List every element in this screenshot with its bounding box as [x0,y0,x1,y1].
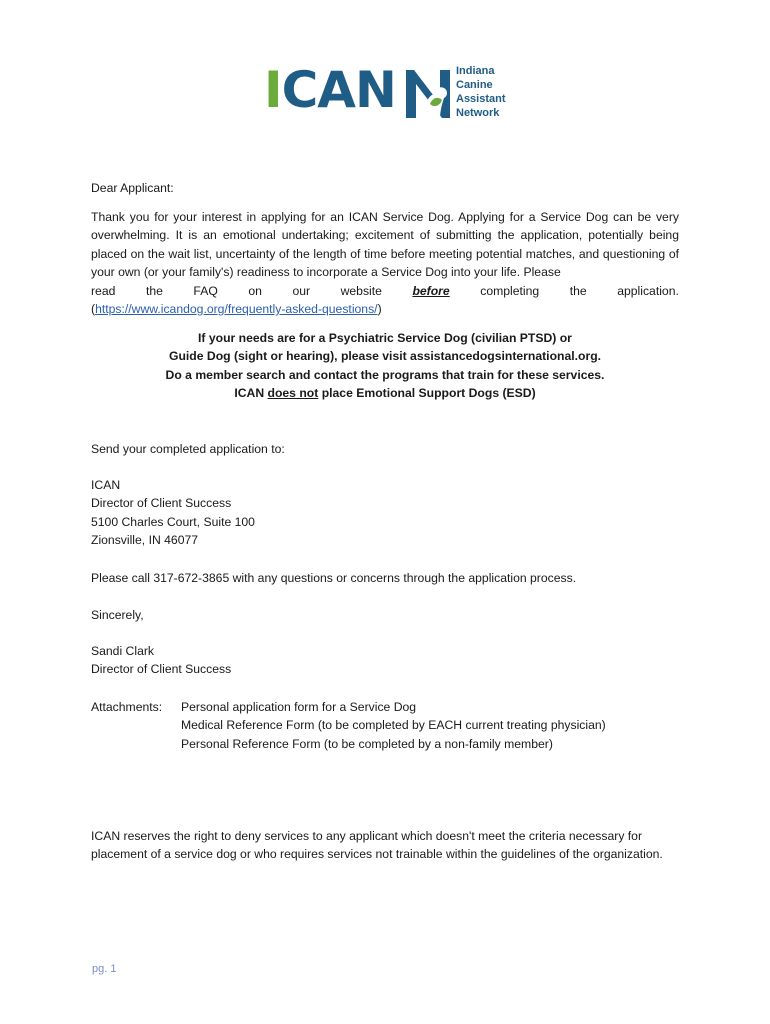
list-item: Medical Reference Form (to be completed by EACH current treating physician) [181,718,606,733]
attachments [91,698,679,753]
closing: Sincerely, [91,608,144,622]
call-line: Please call 317-672-3865 with any questions or concerns through the application process. [91,571,577,585]
disclaimer: ICAN reserves the right to deny services to any applicant which doesn't meet the criteria necessary for placement of a service dog or who requires services not trainable within the guidelines of the organization. [91,829,663,862]
attachments-label: Attachments: [91,700,163,714]
logo-tagline: Indiana Canine Assistant Network [456,65,506,119]
notice-block: If your needs are for a Psychiatric Service Dog (civilian PTSD) or Guide Dog (sight or hearing), please visit assistancedogsinternational.org. Do a member search and contact the programs that train for these services. ICAN does not place Emotional Support Dogs (ESD) [165,331,605,401]
signer-name: Sandi Clark [91,644,154,658]
faq-link[interactable]: https://www.icandog.org/frequently-asked-questions/ [95,302,378,317]
attachments-list [181,698,606,753]
mailing-address: ICAN Director of Client Success 5100 Charles Court, Suite 100 Zionsville, IN 46077 [91,478,255,548]
intro-paragraph [91,208,679,318]
faq-link-line: (https://www.icandog.org/frequently-asked-questions/) [91,302,382,317]
before-emphasis: before [412,283,450,298]
list-item: Personal application form for a Service Dog [181,700,417,714]
list-item: Personal Reference Form (to be completed by a non-family member) [181,736,553,751]
dog-silhouette-icon [404,64,452,118]
ican-logo [264,62,514,122]
salutation: Dear Applicant: [91,181,174,195]
send-to-label: Send your completed application to: [91,442,285,456]
page-number: pg. 1 [92,963,117,975]
signer-title: Director of Client Success [91,662,232,677]
signature-block [91,642,679,679]
intro-text: Thank you for your interest in applying for an ICAN Service Dog. Applying for a Service Dog can be very overwhelming. It is an emotional undertaking; excitement of submitting the application, potentially being placed on the wait list, uncertainty of the length of time before meeting potential matches, and questioning of your own (or your family's) readiness to incorporate a Service Dog into your life. Please [91,210,679,280]
faq-line: read the FAQ on our website before completing the application. [91,282,679,300]
logo-wordmark: ICAN [264,61,396,119]
